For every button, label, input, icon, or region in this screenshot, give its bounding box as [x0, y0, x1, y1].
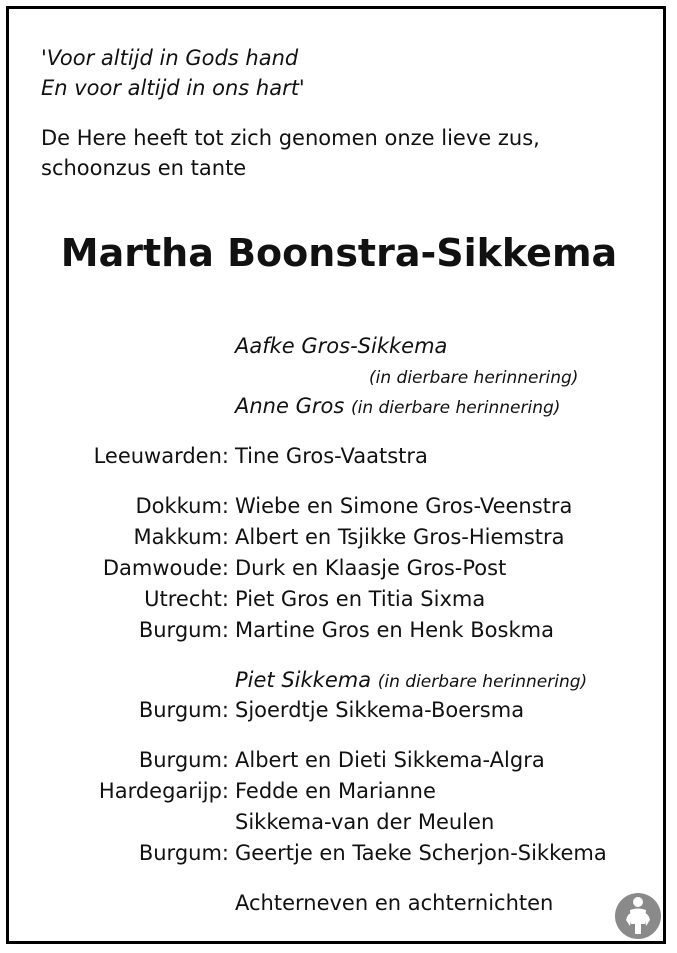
place-hardegarijp: Hardegarijp: — [98, 779, 229, 803]
family-sjoerdtje: Sjoerdtje Sikkema-Boersma — [235, 698, 525, 722]
intro-line-2: schoonzus en tante — [41, 156, 247, 180]
family-wiebe: Wiebe en Simone Gros-Veenstra — [235, 494, 573, 518]
intro-line-1: De Here heeft tot zich genomen onze lieve zus, — [41, 126, 540, 150]
family-anne-note: (in dierbare herinnering) — [350, 398, 561, 418]
family-piet-gros: Piet Gros en Titia Sixma — [235, 587, 486, 611]
place-burgum-1: Burgum: — [138, 618, 229, 642]
family-anne: Anne Gros — [235, 394, 345, 418]
memorial-figure-icon — [614, 890, 662, 946]
family-piet-sikkema: Piet Sikkema — [235, 668, 372, 692]
family-aafke-note: (in dierbare herinnering) — [369, 368, 579, 388]
family-closing: Achterneven en achternichten — [235, 891, 554, 915]
family-piet-note: (in dierbare herinnering) — [377, 672, 588, 692]
place-burgum-2: Burgum: — [138, 698, 229, 722]
deceased-name: Martha Boonstra-Sikkema — [60, 231, 618, 275]
family-fedde: Fedde en Marianne — [235, 779, 436, 803]
family-tine: Tine Gros-Vaatstra — [235, 444, 428, 468]
family-durk: Durk en Klaasje Gros-Post — [235, 556, 507, 580]
family-geertje: Geertje en Taeke Scherjon-Sikkema — [235, 841, 607, 865]
family-aafke: Aafke Gros-Sikkema — [235, 334, 448, 358]
family-albert-dieti: Albert en Dieti Sikkema-Algra — [235, 748, 545, 772]
place-makkum: Makkum: — [133, 525, 229, 549]
place-burgum-3: Burgum: — [138, 748, 229, 772]
family-fedde-surname: Sikkema-van der Meulen — [235, 810, 495, 834]
place-damwoude: Damwoude: — [102, 556, 229, 580]
place-burgum-4: Burgum: — [138, 841, 229, 865]
place-dokkum: Dokkum: — [135, 494, 229, 518]
family-martine: Martine Gros en Henk Boskma — [235, 618, 554, 642]
quote-line-2: En voor altijd in ons hart' — [41, 76, 305, 100]
quote-line-1: 'Voor altijd in Gods hand — [41, 46, 299, 70]
obituary-card — [6, 6, 666, 944]
place-utrecht: Utrecht: — [144, 587, 229, 611]
place-leeuwarden: Leeuwarden: — [93, 444, 229, 468]
family-albert: Albert en Tsjikke Gros-Hiemstra — [235, 525, 565, 549]
